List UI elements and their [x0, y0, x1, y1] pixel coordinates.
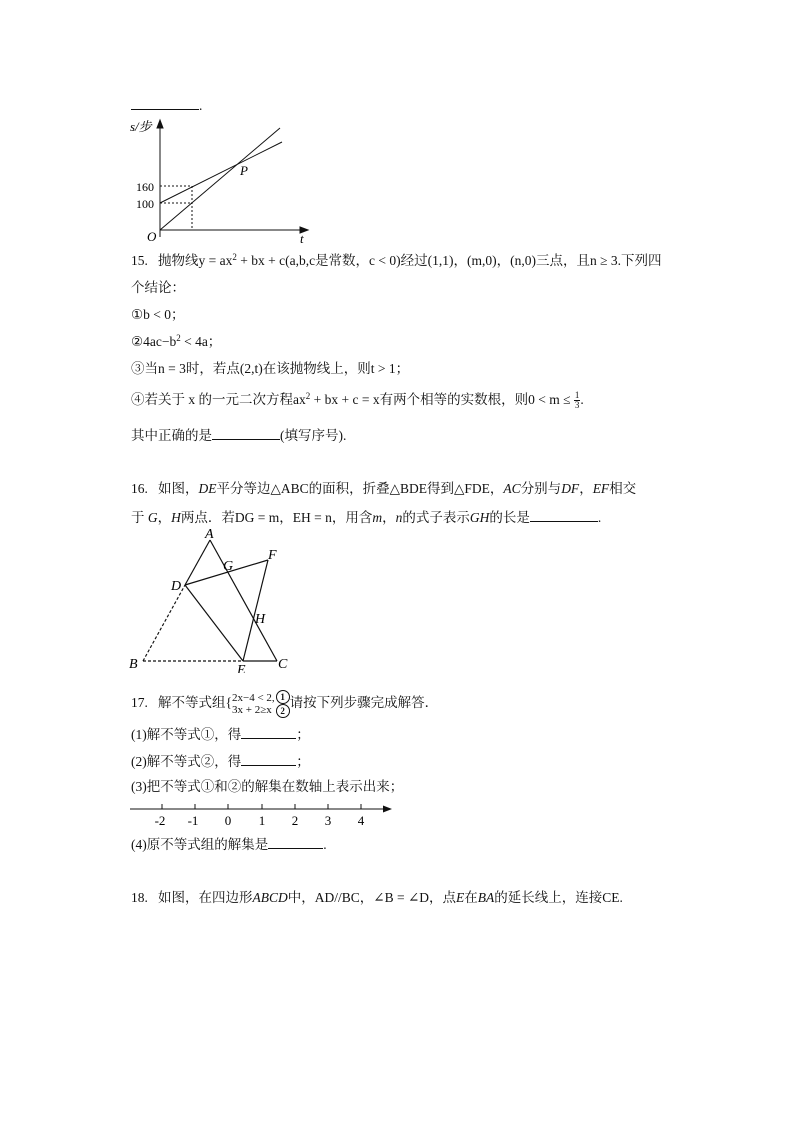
label-F: F: [268, 548, 277, 563]
question-number: 18.: [131, 890, 148, 905]
axis-arrow: [383, 806, 392, 813]
inequality-system: 2x−4 < 2, 3x + 2≥x: [231, 692, 275, 716]
q15-option-2: $②4ac-b^2 < 4a$；: [131, 333, 222, 349]
q18-stem: 18. 如图，在四边形ABCD中，AD//BC，∠B = ∠D，点E在BA的延长线上，连接CE.: [131, 890, 623, 905]
tick-label: 0: [224, 813, 232, 828]
circle-number-1: 1: [276, 690, 290, 704]
label-G: G: [223, 559, 234, 574]
y-axis-label: s/步: [130, 119, 152, 134]
tick-label: -1: [187, 813, 199, 828]
q16-stem-line1: 16. 如图，DE平分等边△ABC的面积，折叠△BDE得到△FDE，AC分别与DF，EF相交: [131, 481, 637, 496]
answer-blank: [530, 507, 598, 522]
q17-step-4: (4)原不等式组的解集是 .: [131, 834, 327, 854]
answer-blank: [241, 751, 296, 766]
q17-step-1: (1)解不等式①，得 ；: [131, 724, 310, 744]
segment-BD: [143, 585, 185, 661]
x-axis-label: t: [300, 231, 304, 245]
segment-EF: [243, 560, 268, 661]
tick-100: 100: [136, 197, 154, 211]
q16-figure: [125, 528, 295, 673]
answer-blank: [212, 425, 280, 440]
answer-blank: [268, 834, 323, 849]
tick-label: -2: [154, 813, 166, 828]
tick-160: 160: [136, 180, 154, 194]
q14-answer-blank-line: .: [131, 95, 202, 115]
answer-blank: [241, 724, 296, 739]
q15-option-4: ④若关于 x 的一元二次方程$ax^2$ + bx + c = x有两个相等的实数根，则0 < m ≤ $\frac{1}{3}$ .: [131, 390, 584, 411]
q15-stem-line1: 15. 抛物线$y = ax^2$ + bx + c(a,b,c是常数，c < 0)经过(1,1)，(m,0)，(n,0)三点，且n ≥ 3.下列四: [131, 252, 662, 268]
q17-step-3: (3)把不等式①和②的解集在数轴上表示出来；: [131, 779, 404, 794]
q15-option-1: ①b < 0；: [131, 307, 185, 322]
line-through-origin: [160, 128, 280, 230]
fraction-one-third: $\frac{1}{3}$: [574, 390, 580, 411]
circle-number-2: 2: [276, 704, 290, 718]
label-A: A: [205, 528, 214, 542]
line-from-100: [160, 142, 282, 203]
question-number: 16.: [131, 481, 148, 496]
answer-blank: [131, 95, 199, 110]
segment-DE: [185, 585, 243, 661]
q15-option-3: ③当n = 3时，若点(2,t)在该抛物线上，则t > 1；: [131, 361, 410, 376]
question-number: 17.: [131, 695, 148, 711]
q17-step-2: (2)解不等式②，得 ；: [131, 751, 310, 771]
q15-answer-line: 其中正确的是 (填写序号).: [131, 425, 346, 445]
label-C: C: [278, 657, 288, 672]
segment-AC: [210, 540, 277, 661]
q17-stem: 17. 解不等式组{ 2x−4 < 2, 3x + 2≥x $\frac{1}{2}$ 请按下列步骤完成解答．: [131, 692, 439, 716]
q17-number-line: [128, 800, 394, 832]
q14-graph: [122, 115, 322, 245]
label-B: B: [129, 657, 138, 672]
question-number: 15.: [131, 253, 148, 268]
tick-label: 4: [357, 813, 365, 828]
tick-label: 1: [258, 813, 266, 828]
label-D: D: [171, 579, 182, 594]
label-E: E: [237, 663, 246, 673]
y-axis-arrow: [157, 120, 163, 128]
point-p-label: P: [240, 163, 248, 178]
origin-label: O: [147, 229, 157, 244]
tick-label: 2: [291, 813, 299, 828]
label-H: H: [255, 612, 266, 627]
tick-label: 3: [324, 813, 332, 828]
q16-stem-line2: 于 G，H两点．若DG = m，EH = n，用含m，n的式子表示GH的长是 .: [131, 507, 601, 527]
q15-stem-line2: 个结论：: [131, 280, 185, 295]
